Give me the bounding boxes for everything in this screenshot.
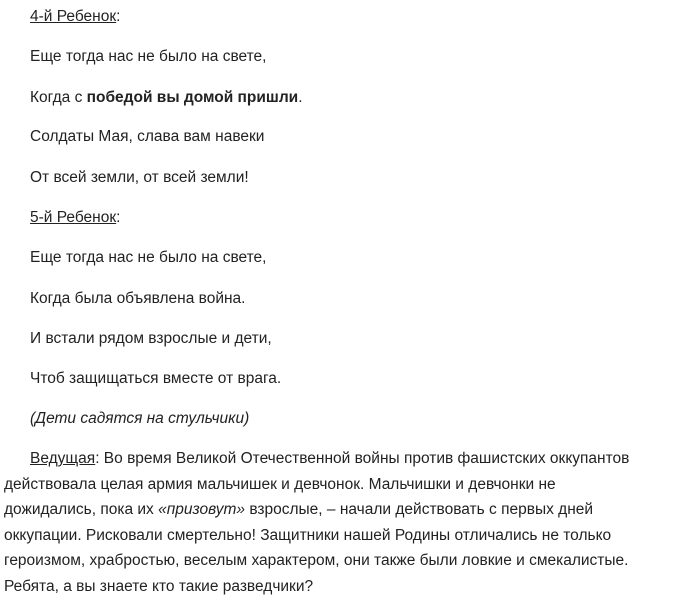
verse-line: Чтоб защищаться вместе от врага. xyxy=(30,370,282,387)
verse-line: От всей земли, от всей земли! xyxy=(30,169,249,186)
speaker-colon: : xyxy=(95,450,100,467)
paragraph-line: оккупации. Рисковали смертельно! Защитники нашей Родины отличались не только xyxy=(4,526,612,544)
verse-line: Солдаты Мая, слава вам навеки xyxy=(30,128,265,145)
speaker-colon: : xyxy=(116,8,121,25)
speaker-label: 4-й Ребенок xyxy=(30,8,117,25)
stage-direction: (Дети садятся на стульчики) xyxy=(30,410,250,427)
paragraph-italic-text: «призовут» xyxy=(158,501,246,518)
paragraph-text: дожидались, пока их xyxy=(4,501,159,518)
paragraph-line: Ребята, а вы знаете кто такие разведчики? xyxy=(4,577,314,595)
verse-text: Когда с xyxy=(30,89,87,106)
paragraph-text: Во время Великой Отечественной войны против фашистских оккупантов xyxy=(99,450,630,467)
verse-line xyxy=(30,88,303,108)
paragraph-line xyxy=(4,497,694,523)
paragraph-text: взрослые, – начали действовать с первых дней xyxy=(245,501,594,518)
verse-text: . xyxy=(298,89,303,106)
paragraph-line: действовала целая армия мальчишек и девчонок. Мальчишки и девчонки не xyxy=(4,475,556,493)
speaker-label: 5-й Ребенок xyxy=(30,209,117,226)
host-paragraph xyxy=(4,446,694,599)
speaker-line-child-5 xyxy=(30,208,120,228)
verse-line: Когда была объявлена война. xyxy=(30,290,246,307)
verse-line: Еще тогда нас не было на свете, xyxy=(30,48,267,65)
paragraph-line xyxy=(4,446,694,472)
verse-line: Еще тогда нас не было на свете, xyxy=(30,249,267,266)
speaker-label: Ведущая xyxy=(30,450,96,467)
verse-line: И встали рядом взрослые и дети, xyxy=(30,330,272,347)
speaker-colon: : xyxy=(116,209,121,226)
verse-bold-text: победой вы домой пришли xyxy=(86,89,299,106)
speaker-line-child-4 xyxy=(30,7,120,27)
paragraph-line: героизмом, храбростью, веселым характером, они также были ловкие и смекалистые. xyxy=(4,552,629,569)
